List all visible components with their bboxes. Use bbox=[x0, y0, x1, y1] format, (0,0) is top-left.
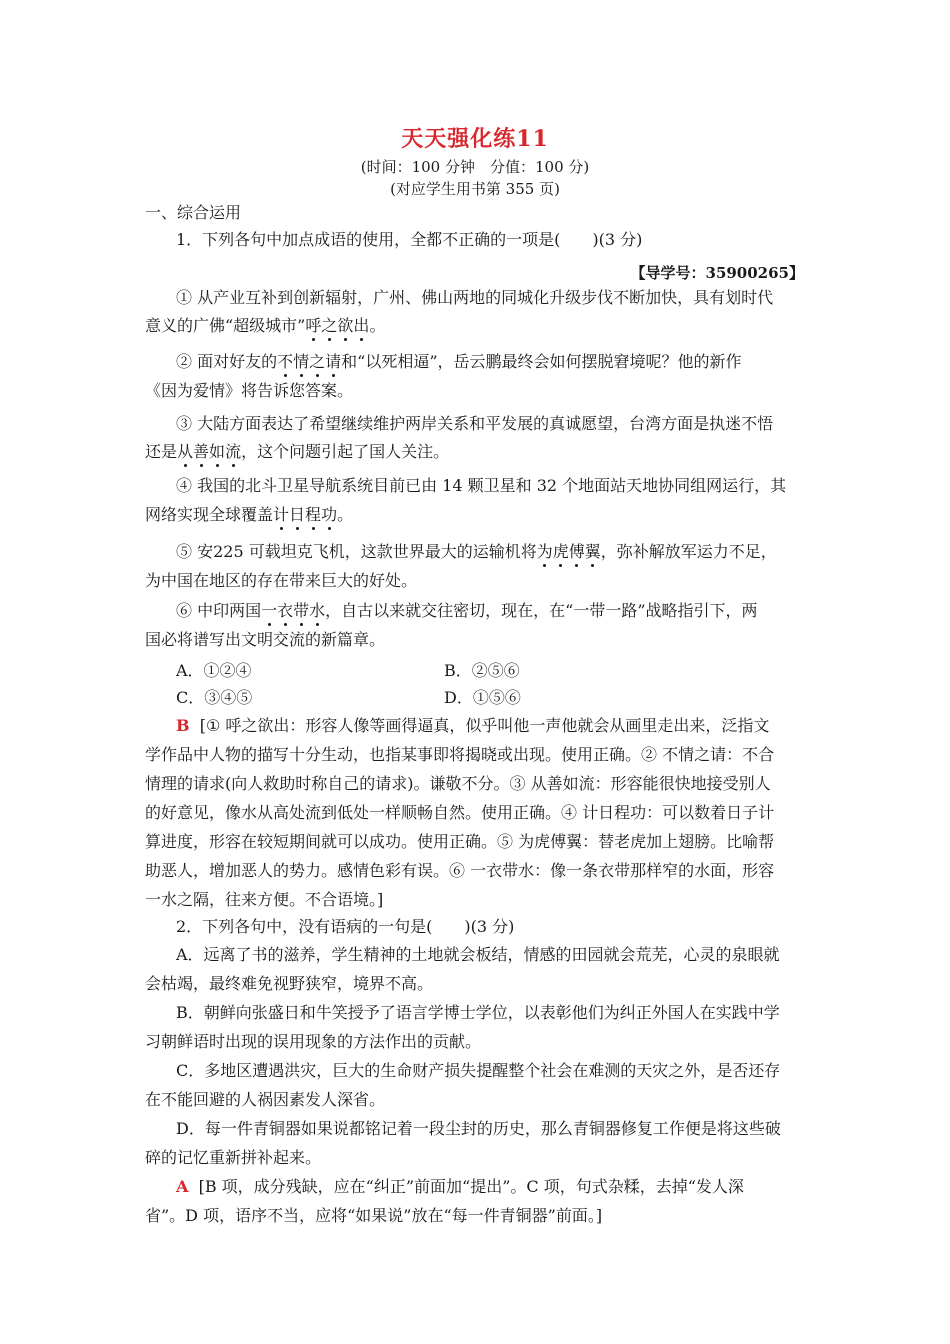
text: ，自古以来就交往密切，现在，在“一带一路”战略指引下，两 bbox=[325, 601, 758, 620]
emphasis-dot-char: 之 bbox=[321, 316, 338, 335]
emphasis-dot-char: 欲 bbox=[337, 316, 354, 335]
q2-option-a-line-2: 会枯竭，最终难免视野狭窄，境界不高。 bbox=[145, 974, 434, 993]
text: [① 呼之欲出：形容人像等画得逼真，似乎叫他一声他就会从画里走出来，泛指文 bbox=[199, 716, 770, 735]
emphasis-dot-char: 衣 bbox=[277, 601, 294, 620]
q2-option-b-line-2: 习朝鲜语时出现的误用现象的方法作出的贡献。 bbox=[145, 1032, 482, 1051]
q2-option-b-line-1: B．朝鲜向张盛日和牛笑授予了语言学博士学位，以表彰他们为纠正外国人在实践中学 bbox=[176, 1003, 780, 1022]
q1-sentence-2-line-1 bbox=[176, 352, 742, 372]
q2-explanation-line-2: 省”。D 项，语序不当，应将“如果说”放在“每一件青铜器”前面。] bbox=[145, 1206, 603, 1225]
text: 。 bbox=[337, 505, 354, 524]
text: 和“以死相逼”，岳云鹏最终会如何摆脱窘境呢？他的新作 bbox=[341, 352, 742, 371]
emphasis-dot-char: 善 bbox=[193, 442, 210, 461]
emphasis-dot-char: 傅 bbox=[568, 542, 585, 561]
text: [B 项，成分残缺，应在“纠正”前面加“提出”。C 项，句式杂糅，去掉“发人深 bbox=[198, 1177, 744, 1196]
q1-sentence-3-line-2 bbox=[145, 442, 449, 462]
q1-sentence-2-line-2: 《因为爱情》将告诉您答案。 bbox=[145, 381, 354, 400]
emphasis-dot-char: 流 bbox=[225, 442, 242, 461]
q1-sentence-5-line-2: 为中国在地区的存在带来巨大的好处。 bbox=[145, 571, 418, 590]
emphasis-dot-char: 带 bbox=[293, 601, 310, 620]
emphasis-dot-char: 出 bbox=[353, 316, 370, 335]
q2-option-c-line-1: C．多地区遭遇洪灾，巨大的生命财产损失提醒整个社会在难测的天灾之外，是否还存 bbox=[176, 1061, 781, 1080]
q1-explanation-line-4: 的好意见，像水从高处流到低处一样顺畅自然。使用正确。④ 计日程功：可以数着日子计 bbox=[145, 803, 775, 822]
q1-sentence-5-line-1 bbox=[176, 542, 777, 562]
q1-sentence-6-line-2: 国必将谱写出文明交流的新篇章。 bbox=[145, 630, 386, 649]
text: 还是 bbox=[145, 442, 178, 461]
emphasis-dot-char: 计 bbox=[273, 505, 290, 524]
q2-option-c-line-2: 在不能回避的人祸因素发人深省。 bbox=[145, 1090, 386, 1109]
emphasis-dot-char: 情 bbox=[293, 352, 310, 371]
q2-option-d-line-2: 碎的记忆重新拼补起来。 bbox=[145, 1148, 322, 1167]
q1-explanation-line-1 bbox=[176, 716, 769, 736]
guide-number: 【导学号：35900265】 bbox=[630, 264, 804, 282]
emphasis-dot-char: 水 bbox=[309, 601, 326, 620]
text: ，弥补解放军运力不足， bbox=[600, 542, 777, 561]
q2-option-d-line-1: D．每一件青铜器如果说都铭记着一段尘封的历史，那么青铜器修复工作便是将这些破 bbox=[176, 1119, 781, 1138]
emphasis-dot-char: 一 bbox=[261, 601, 278, 620]
emphasis-dot-char: 如 bbox=[209, 442, 226, 461]
idiom-dotted bbox=[305, 316, 369, 335]
text: ⑥ 中印两国 bbox=[176, 601, 262, 620]
q1-explanation-line-2: 学作品中人物的描写十分生动，也指某事即将揭晓或出现。使用正确。② 不情之请：不合 bbox=[145, 745, 775, 764]
q2-stem: 2．下列各句中，没有语病的一句是( )(3 分) bbox=[176, 917, 515, 936]
idiom-dotted bbox=[273, 505, 337, 524]
emphasis-dot-char: 不 bbox=[277, 352, 294, 371]
idiom-dotted bbox=[277, 352, 341, 371]
text: 网络实现全球覆盖 bbox=[145, 505, 274, 524]
q1-option-b: B．②⑤⑥ bbox=[444, 661, 520, 680]
q2-option-a-line-1: A．远离了书的滋养，学生精神的土地就会板结，情感的田园就会荒芜，心灵的泉眼就 bbox=[176, 945, 780, 964]
q1-option-d: D．①⑤⑥ bbox=[444, 688, 521, 707]
emphasis-dot-char: 日 bbox=[289, 505, 306, 524]
q1-sentence-1-line-2 bbox=[145, 316, 385, 336]
q1-explanation-line-7: 一水之隔，往来方便。不合语境。] bbox=[145, 890, 384, 909]
emphasis-dot-char: 呼 bbox=[305, 316, 322, 335]
page-title: 天天强化练11 bbox=[401, 126, 549, 152]
q1-option-c: C．③④⑤ bbox=[176, 688, 253, 707]
text: 。 bbox=[369, 316, 386, 335]
q1-sentence-1-line-1: ① 从产业互补到创新辐射，广州、佛山两地的同城化升级步伐不断加快，具有划时代 bbox=[176, 288, 774, 307]
q1-explanation-line-5: 算进度，形容在较短期间就可以成功。使用正确。⑤ 为虎傅翼：替老虎加上翅膀。比喻帮 bbox=[145, 832, 775, 851]
q2-answer-letter: A bbox=[176, 1177, 189, 1196]
emphasis-dot-char: 为 bbox=[536, 542, 553, 561]
q1-sentence-6-line-1 bbox=[176, 601, 758, 621]
q1-answer-letter: B bbox=[176, 716, 190, 735]
text: ，这个问题引起了国人关注。 bbox=[241, 442, 450, 461]
emphasis-dot-char: 从 bbox=[177, 442, 194, 461]
idiom-dotted bbox=[177, 442, 241, 461]
idiom-dotted bbox=[537, 542, 601, 561]
q2-explanation-line-1 bbox=[176, 1177, 744, 1197]
emphasis-dot-char: 之 bbox=[309, 352, 326, 371]
text: 意义的广佛“超级城市” bbox=[145, 316, 306, 335]
q1-explanation-line-3: 情理的请求(向人救助时称自己的请求)。谦敬不分。③ 从善如流：形容能很快地接受别人 bbox=[145, 774, 771, 793]
emphasis-dot-char: 请 bbox=[325, 352, 342, 371]
emphasis-dot-char: 功 bbox=[321, 505, 338, 524]
q1-sentence-4-line-2 bbox=[145, 505, 353, 525]
emphasis-dot-char: 虎 bbox=[552, 542, 569, 561]
q1-option-a: A．①②④ bbox=[176, 661, 252, 680]
section-heading: 一、综合运用 bbox=[145, 203, 242, 222]
emphasis-dot-char: 翼 bbox=[584, 542, 601, 561]
q1-stem: 1．下列各句中加点成语的使用，全都不正确的一项是( )(3 分) bbox=[176, 230, 643, 249]
time-score-line: (时间：100 分钟 分值：100 分) bbox=[360, 158, 590, 176]
text: ② 面对好友的 bbox=[176, 352, 278, 371]
emphasis-dot-char: 程 bbox=[305, 505, 322, 524]
q1-sentence-3-line-1: ③ 大陆方面表达了希望继续维护两岸关系和平发展的真诚愿望，台湾方面是执迷不悟 bbox=[176, 414, 774, 433]
idiom-dotted bbox=[261, 601, 325, 620]
book-page-line: (对应学生用书第 355 页) bbox=[390, 180, 560, 198]
q1-sentence-4-line-1: ④ 我国的北斗卫星导航系统目前已由 14 颗卫星和 32 个地面站天地协同组网运行，其 bbox=[176, 476, 787, 495]
q1-explanation-line-6: 助恶人，增加恶人的势力。感情色彩有误。⑥ 一衣带水：像一条衣带那样窄的水面，形容 bbox=[145, 861, 775, 880]
text: ⑤ 安225 可载坦克飞机，这款世界最大的运输机将 bbox=[176, 542, 537, 561]
